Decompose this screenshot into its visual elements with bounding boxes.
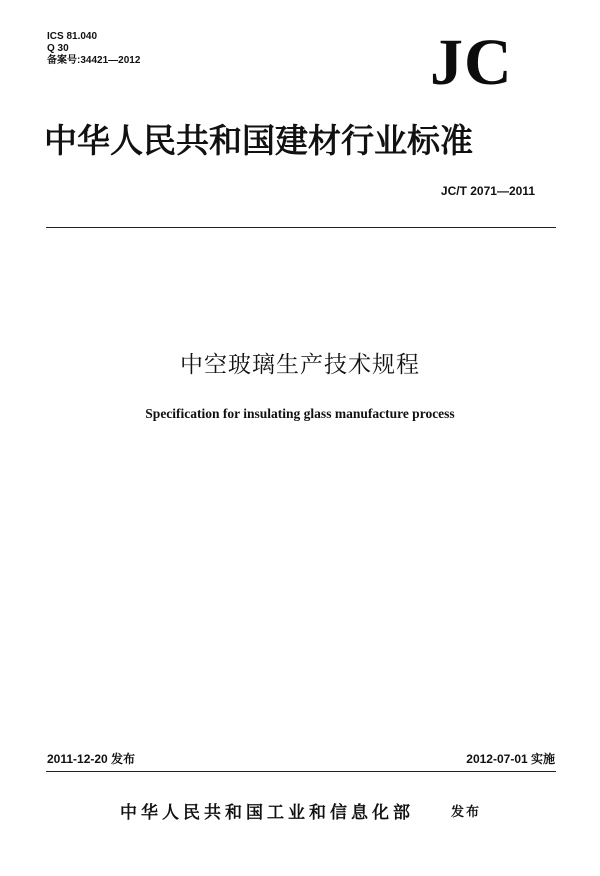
standard-category-title: 中华人民共和国建材行业标准 bbox=[44, 121, 473, 160]
standard-number: JC/T 2071—2011 bbox=[440, 184, 535, 198]
issue-date: 2011-12-20 发布 bbox=[47, 752, 136, 766]
footer-divider bbox=[46, 771, 556, 772]
ics-code: ICS 81.040 bbox=[47, 31, 98, 42]
ccs-code: Q 30 bbox=[47, 43, 69, 54]
publish-label: 发布 bbox=[451, 805, 482, 820]
publisher-name: 中华人民共和国工业和信息化部 bbox=[120, 803, 414, 823]
document-title-en: Specification for insulating glass manufacture process bbox=[145, 406, 455, 421]
effective-date: 2012-07-01 实施 bbox=[466, 752, 555, 766]
filing-number: 备案号:34421—2012 bbox=[47, 55, 141, 66]
jc-logo: JC bbox=[430, 26, 513, 99]
document-title-cn: 中空玻璃生产技术规程 bbox=[180, 352, 420, 378]
header-divider bbox=[46, 227, 556, 228]
